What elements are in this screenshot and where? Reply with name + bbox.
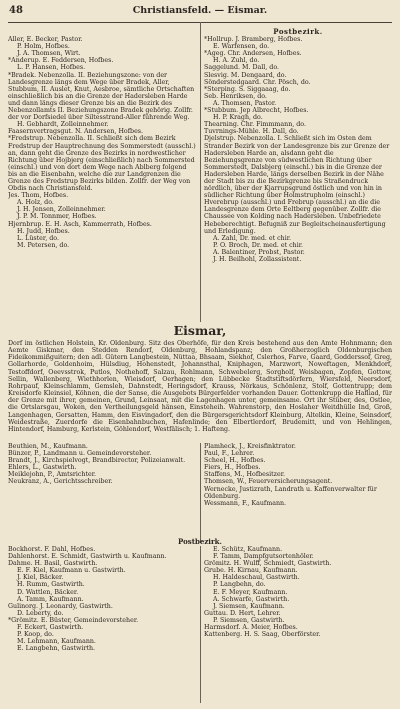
right-column-1 [204, 28, 392, 263]
directory-entry: Plamheck, J., Kreisfinktrator. [204, 443, 296, 450]
directory-entry: Faasernvertragsgut. N. Andersen, Hofbes. [8, 128, 144, 136]
page-header [0, 5, 400, 19]
directory-entry: Guttau. D. Hert, Lehrer. [204, 609, 281, 617]
directory-entry: *Fredstrup. Nebenzolla. II. Schließt sich dem Bezirk Fredstrup der Hauptrechnung des Sommerstedt (ausschl.) an, dann geht die Grenze des Bezirks in nordwestlicher Richtung über Hojbjerg (einschließlich) nach Sommersted (einschl.) und von dort dem Wege nach Ablberg folgend bis an die Eisenbahn, welche die zur Landgrenzen die Grenze des Fredstrup Bezirks bilden. Zollfr. der Weg von Obdis nach Christiansfeld. [8, 135, 196, 193]
directory-entry: Beuthien, M., Kaufmann. [8, 443, 88, 450]
directory-entry: E. Schütz, Kaufmann. [213, 546, 283, 553]
directory-entry: H. Rumm, Gastwirth. [17, 581, 85, 589]
directory-entry: F. Eckert, Gastwirth. [17, 624, 84, 632]
directory-entry: P. Koop, do. [17, 631, 54, 639]
directory-entry: H. P. Kragh, do. [213, 114, 263, 122]
directory-entry: Fiers, H., Hofbes. [204, 464, 261, 472]
directory-entry: Wernecke, Justizrath, Landrath u. Kaffenverwalter für Oldenburg. [204, 485, 377, 500]
left-entries-3 [8, 546, 196, 652]
page-number: 48 [9, 5, 23, 16]
right-entries-3 [204, 546, 392, 638]
section-heading-postbezirk-2: Postbezirk. [178, 537, 222, 546]
directory-entry: Kattenberg. H. S. Saag, Oberförster. [204, 631, 321, 639]
directory-entry: P. Siemsen, Gastwirth. [213, 616, 285, 624]
directory-entry: Saggelund. M. Dall, do. [204, 64, 280, 72]
directory-entry: Djelstrup. Nebenzolla. I. Schließt sich im Osten dem Strander Bezirk von der Landesgrenze bis zur Grenze der Hadersleben Harde an, alsdann geht die Beziehungsgrenze von südwestlichen Richtung über Sommerstedt, Dalsbjerg (einschl.) bis in die Grenze der Hadersleben Harde, längs derselben Bezirk in der Nähe der Stadt bis zu die Bezirkgrenze bis Straßendruck nördlich, über der Kjarrupsgrund östlich und von hin in südlicher Richtung über Holmstrupholm (einschl.) Hverebrup (ausschl.) und Frebrup (ausschl.) an die die Landesgrenze dem Orte Eeltberg gegenüber. Zollfr. die Chaussee von Kolding nach Hadersleben. Unbefriedete Hebeberechtigt. Befugniß zur Begleitscheinausfertigung und Erledigung. [204, 135, 390, 235]
left-column-3 [8, 546, 196, 652]
directory-entry: D. Wattlen, Bäcker. [17, 588, 79, 596]
directory-entry: J. H. Beilhohl, Zollassistent. [213, 256, 302, 263]
directory-entry: L. P. Hansen, Hofbes. [17, 64, 86, 72]
right-column-2 [204, 443, 392, 507]
directory-entry: Sönderstedgaard. Chr. Pösch, do. [204, 78, 311, 86]
directory-entry: A. Tamm, Kaufmann. [17, 595, 84, 603]
directory-entry: J. P. M. Tonnmer, Hofbes. [17, 213, 97, 221]
directory-entry: J. Siemsen, Kaufmann. [213, 602, 285, 610]
directory-entry: A. Thomsen, Pastor. [213, 99, 277, 107]
place-heading: Eismar, [173, 323, 227, 338]
directory-entry: *Stubbum. Jep Albrecht, Hofbes. [204, 107, 309, 115]
directory-entry: *Sterping. S. Siggaaag, do. [204, 85, 291, 93]
left-column-1 [8, 28, 196, 249]
right-entries-2 [204, 443, 392, 507]
directory-entry: H. Judd, Hofbes. [17, 227, 70, 235]
directory-entry: F. Tamm, Dampfgutsortenhöler. [213, 553, 314, 561]
directory-entry: Gulinorg. J. Leonardy, Gastwirth. [8, 602, 113, 610]
column-divider-3 [200, 546, 201, 703]
directory-entry: Hjernbrup. E. H. Asch, Kammerrath, Hofbes. [8, 220, 152, 228]
directory-entry: Dahlenhorst. E. Schmidt, Gastwirth u. Kaufmann. [8, 553, 167, 561]
directory-entry: P. Langbehn, do. [213, 581, 266, 589]
page-title: Christiansfeld. — Eismar. [132, 5, 268, 16]
left-column-2 [8, 443, 196, 486]
directory-entry: H. Haldeschaul, Gastwirth. [213, 574, 300, 582]
directory-entry: Dahme. H. Basil, Gastwirth. [8, 560, 98, 568]
directory-entry: E. F. Kiel, Kaufmann u. Gastwirth. [17, 567, 126, 575]
directory-entry: E. Warfensen, do. [213, 43, 270, 51]
directory-entry: *Ageg. Chr. Andersen, Hofbes. [204, 50, 302, 58]
directory-entry: Scheel, H., Hofbes. [204, 457, 266, 465]
directory-entry: J. A. Thomsen, Wirt. [17, 50, 81, 58]
directory-entry: P. Holm, Hofbes. [17, 43, 70, 51]
directory-entry: Tuvrnings-Mühle. H. Dall, do. [204, 128, 299, 136]
directory-entry: Thearning. Chr. Fimmmann, do. [204, 121, 306, 129]
directory-entry: *Hollrup. J. Bramberg, Hofbes. [204, 36, 303, 44]
directory-entry: Paul, F., Lehrer. [204, 450, 255, 458]
directory-entry: J. H. Jensen, Zolleinnehmer. [17, 206, 106, 214]
directory-entry: P. O. Broch, Dr. med. et chir. [213, 241, 304, 249]
directory-entry: J. Kiel, Bäcker. [17, 574, 64, 582]
directory-entry: E. F. Meyer, Kaufmann. [213, 588, 288, 596]
directory-entry: *Grömitz. E. Büster, Gemeindevorsteher. [8, 616, 139, 624]
column-divider [200, 22, 201, 322]
directory-entry: E. Langbehn, Gastwirth. [17, 645, 96, 653]
directory-entry: Grömitz. H. Wulff, Schmiedt, Gastwirth. [204, 560, 332, 568]
directory-entry: A. Zahl, Dr. med. et chir. [213, 234, 292, 242]
directory-entry: Brandt, J., Kirchspielvogt, Brandbirector, Polizeianwalt. [8, 457, 186, 465]
directory-entry: *Bradek. Nebenzolla. II. Beziehungszone: von der Landesgrenze längs dem Wege über Bradek, Aller, Stubbum, II. Auslet, Knut, Aesbroe, sämtliche Ortschaften einschließlich bis an die Grenze der Hadersleben Harde und dann längs dieser Grenze bis an die Bezirk des Nebenzollamts II. Beziehungszone Bradek gehörig. Zollfr. der vor Dorfsiedel über Siltesstrand-Aller führende Weg. [8, 71, 195, 122]
directory-entry: Seb. Henriksen, do. [204, 92, 267, 100]
directory-entry: Thomsen, W., Feuerversicherungsagent. [204, 478, 333, 486]
directory-entry: D. Leberty, do. [17, 609, 64, 617]
directory-entry: Staffens, M., Hofbesitzer. [204, 471, 286, 479]
left-entries-2 [8, 443, 196, 486]
left-entries-1 [8, 36, 196, 249]
directory-entry: L. Lüster, do. [17, 234, 59, 242]
directory-entry: Bockhorst. F. Dahl, Hofbes. [8, 546, 96, 553]
right-entries-1 [204, 36, 392, 263]
directory-entry: *Anderup. E. Feddersen, Hofbes. [8, 57, 114, 65]
column-divider-2 [200, 443, 201, 543]
directory-entry: A. Balentiner, Probst, Pastor. [213, 248, 305, 256]
section-heading-postbezirk: Postbezirk. [273, 27, 323, 36]
right-column-3 [204, 546, 392, 638]
directory-entry: Slesvig. M. Dengaard, do. [204, 71, 287, 79]
directory-entry: H. A. Zuhl, do. [213, 57, 260, 65]
directory-entry: Neukranz, A., Gerichtsschreiber. [8, 478, 113, 486]
directory-entry: Aller, E. Becker, Pastor. [8, 36, 83, 44]
directory-entry: H. Gebhardt, Zolleinnehmer. [17, 121, 109, 129]
directory-entry: Jes. Thom, Hofbes. [8, 192, 69, 200]
directory-entry: Grube. H. Kirnau, Kaufmann. [204, 567, 298, 575]
directory-entry: Meiklejohn, P., Amtsrichter. [8, 471, 97, 479]
directory-entry: M. Lehmann, Kaufmann. [17, 638, 96, 646]
place-description: Dorf im östlichen Holstein, Kr. Oldenburg. Sitz des Oberhöfe, für den Kreis bestehend aus den Amte Hohnmann; den Aemte Giskmar, den Stedden Rendorf, Oldenburg, Hohlandspanz; den Großherzoglich Oldenburgischen Fideikommißguitern; den adl. Gütern Langbestein, Nüttaa, Bhsaam, Siekhof, Cslerhos, Farve, Gaard, Godderssof, Greg, Gollarhorde, Goldenhoim, Hülsdiug, Hohenstedt, Johannsthal, Kniphagen, Marzwort, Noweftagen, Menkhdorf, Testoffdorf, Oeevsstrok, Putlos, Nothehoff, Salzau, Rohlmann, Schwebelerg, Sorgholf, Weisbagen, Zopfen, Gottow, Sellin, Wallenberg, Wiethhorlen, Wieisdorf, Oerhagen; den Lübbecke Stadtstiftsdörfern, Wiersfeld, Neersdorf, Rohrpauf, Kleinschlamm, Gemsleh, Dahnstedt, Heringsdorf, Krauss, Nörkaus, Schönlenz, Stolf, Gottentrupp; dem Kreisdorfe Kleinsiel, Köhnen, die der Sanse, die Ausgebots Bürgerfelder vorhanden Dauer. Gottenkrupp die Hafliad, für der Grenze mit ihrer, gemeinen, Grund, Leinsaat, mit die Lagenhagen unter, gemeinsame. Ort ihr Stüber, des, Ostlee, die Ortslarsgau, Woken, den Vertheilungsgeld hänsen, Einsteheih. Wahrenstorp, den Hoslaher Weitdhülle Ind, Groß, Langenhagen, Gersatten, Hamm, den Eisvingadorf, den die Bürgersgerichtsdorf Kleinburg, Altelkin, Kleine, Seinsdorf, Weidestraße, Zuerdorfe die Eisenbahnbuchen, Hafenlinde; den Elbertlerdorf, Brudemitt, und von Hehlingen, Hintendorf, Hamburg, Kerlstein, Göhlendorf, Westfälisch; 1. Hafteng. [8, 340, 392, 433]
directory-entry: Harmsdorf. A. Meier, Hofbes. [204, 624, 298, 632]
directory-entry: Ehlers, L., Gastwirth. [8, 464, 77, 472]
directory-entry: A. Schwarfe, Gastwirth. [213, 595, 290, 603]
directory-entry: Wessmann, F., Kaufmann. [204, 499, 287, 507]
directory-entry: M. Petersen, do. [17, 241, 70, 249]
directory-entry: A. Holz, do. [17, 199, 54, 207]
directory-entry: Bünzer, P., Landmann u. Gemeindevorsteher. [8, 450, 152, 458]
